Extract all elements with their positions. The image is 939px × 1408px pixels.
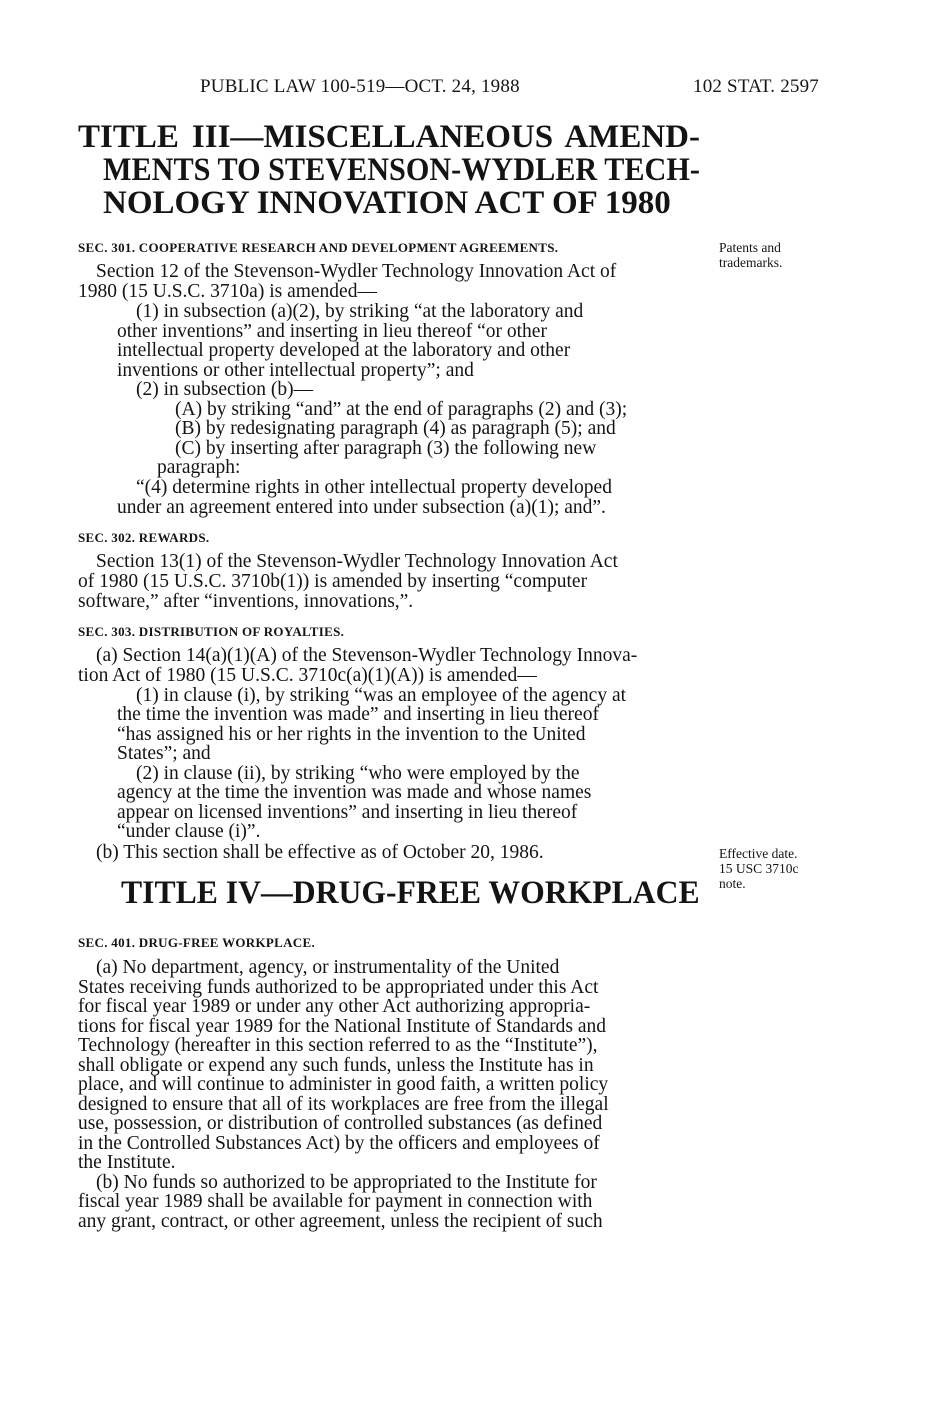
sec303-line: agency at the time the invention was made and whose names [117, 782, 592, 803]
title-3-line-2: MENTS TO STEVENSON-WYDLER TECH- [103, 152, 700, 188]
section-303-heading: SEC. 303. DISTRIBUTION OF ROYALTIES. [78, 624, 345, 639]
sec303-line: “has assigned his or her rights in the invention to the United [117, 724, 586, 745]
sec303-line: the time the invention was made” and inserting in lieu thereof [117, 704, 599, 725]
sec302-line: Section 13(1) of the Stevenson-Wydler Technology Innovation Act [96, 551, 618, 572]
sec303-line: (2) in clause (ii), by striking “who were employed by the [136, 763, 580, 784]
sec401-line: (a) No department, agency, or instrumentality of the United [96, 957, 560, 978]
sec303-line: (a) Section 14(a)(1)(A) of the Stevenson-Wydler Technology Innova- [96, 645, 638, 666]
sec401-line: States receiving funds authorized to be appropriated under this Act [78, 977, 599, 998]
sec301-line: Section 12 of the Stevenson-Wydler Technology Innovation Act of [96, 261, 617, 282]
sec303-line: appear on licensed inventions” and inserting in lieu thereof [117, 802, 578, 823]
title-3-line-1: TITLE III—MISCELLANEOUS AMEND- [78, 119, 700, 155]
sec401-line: shall obligate or expend any such funds, unless the Institute has in [78, 1055, 594, 1076]
margin-note-patents-1: Patents and [719, 240, 781, 255]
sec301-line: “(4) determine rights in other intellectual property developed [136, 477, 612, 498]
sec301-line: paragraph: [157, 457, 241, 478]
sec401-line: fiscal year 1989 shall be available for payment in connection with [78, 1191, 593, 1212]
sec401-line: any grant, contract, or other agreement, unless the recipient of such [78, 1211, 603, 1232]
sec401-line: (b) No funds so authorized to be appropriated to the Institute for [96, 1172, 597, 1193]
sec301-line: 1980 (15 U.S.C. 3710a) is amended— [78, 281, 377, 302]
running-header-stat: 102 STAT. 2597 [693, 76, 820, 97]
sec301-line: (B) by redesignating paragraph (4) as paragraph (5); and [175, 418, 616, 439]
sec303-line: “under clause (i)”. [117, 821, 261, 842]
title-3-line-3: NOLOGY INNOVATION ACT OF 1980 [103, 185, 671, 221]
sec301-line: (1) in subsection (a)(2), by striking “at the laboratory and [136, 301, 584, 322]
sec303-line: States”; and [117, 743, 211, 764]
sec303-line: (b) This section shall be effective as of October 20, 1986. [96, 842, 544, 863]
margin-note-effective-2: 15 USC 3710c [719, 861, 799, 876]
sec301-line: intellectual property developed at the laboratory and other [117, 340, 571, 361]
sec401-line: designed to ensure that all of its workplaces are free from the illegal [78, 1094, 609, 1115]
section-301-heading: SEC. 301. COOPERATIVE RESEARCH AND DEVELOPMENT AGREEMENTS. [78, 240, 559, 255]
sec301-line: other inventions” and inserting in lieu thereof “or other [117, 321, 547, 342]
sec401-line: Technology (hereafter in this section referred to as the “Institute”), [78, 1035, 598, 1056]
sec301-line: (A) by striking “and” at the end of paragraphs (2) and (3); [175, 399, 628, 420]
sec301-line: (2) in subsection (b)— [136, 379, 314, 400]
margin-note-patents-2: trademarks. [719, 255, 783, 270]
margin-note-effective-3: note. [719, 876, 746, 891]
sec401-line: tions for fiscal year 1989 for the National Institute of Standards and [78, 1016, 606, 1037]
sec301-line: (C) by inserting after paragraph (3) the following new [175, 438, 597, 459]
sec401-line: the Institute. [78, 1152, 176, 1173]
sec401-line: place, and will continue to administer in good faith, a written policy [78, 1074, 609, 1095]
sec303-line: tion Act of 1980 (15 U.S.C. 3710c(a)(1)(A)) is amended— [78, 665, 537, 686]
margin-note-effective-1: Effective date. [719, 846, 798, 861]
running-header-law: PUBLIC LAW 100-519—OCT. 24, 1988 [200, 76, 520, 97]
section-302-heading: SEC. 302. REWARDS. [78, 530, 210, 545]
sec401-line: use, possession, or distribution of controlled substances (as defined [78, 1113, 603, 1134]
title-4: TITLE IV—DRUG-FREE WORKPLACE [121, 875, 700, 911]
sec301-line: inventions or other intellectual property”; and [117, 360, 474, 381]
sec301-line: under an agreement entered into under subsection (a)(1); and”. [117, 497, 606, 518]
section-401-heading: SEC. 401. DRUG-FREE WORKPLACE. [78, 935, 316, 950]
sec302-line: software,” after “inventions, innovations,”. [78, 591, 414, 612]
sec302-line: of 1980 (15 U.S.C. 3710b(1)) is amended by inserting “computer [78, 571, 588, 592]
sec401-line: in the Controlled Substances Act) by the officers and employees of [78, 1133, 600, 1154]
sec401-line: for fiscal year 1989 or under any other Act authorizing appropria- [78, 996, 591, 1017]
sec303-line: (1) in clause (i), by striking “was an employee of the agency at [136, 685, 627, 706]
